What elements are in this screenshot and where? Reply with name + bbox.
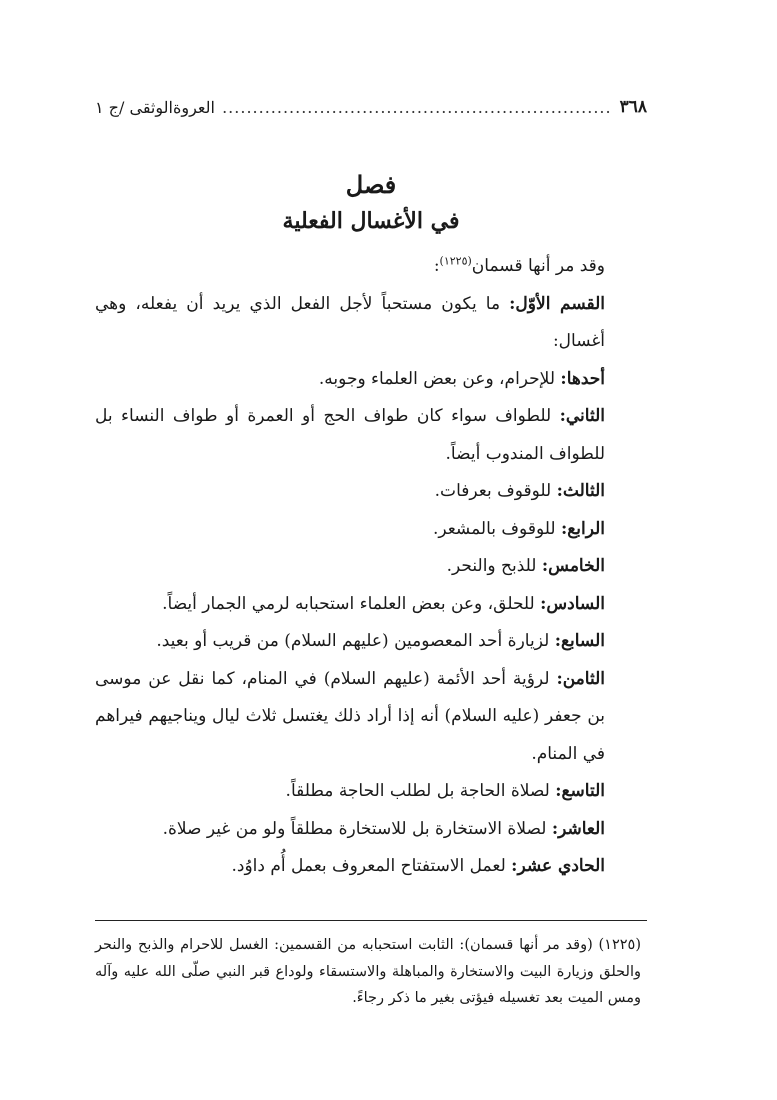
item-text: للوقوف بعرفات. bbox=[434, 481, 557, 501]
chapter-subheading: في الأغسال الفعلية bbox=[282, 208, 460, 234]
item-label: الخامس: bbox=[541, 556, 605, 576]
footnotes bbox=[95, 932, 647, 1012]
item-text: للإحرام، وعن بعض العلماء وجوبه. bbox=[318, 368, 561, 389]
item-label: الثاني: bbox=[559, 406, 605, 426]
list-item bbox=[95, 773, 647, 811]
footnote: (١٢٢٥) (وقد مر أنها قسمان): الثابت استحبابه من القسمين: الغسل للاحرام والذبح والنحر والحلق وزيارة البيت والاستخارة والمباهلة والاستسقاء ولوداع قبر النبي صلّى الله عليه وآله ومس الميت بعد تغسيله فيؤتى بغير ما ذكر رجاءً. bbox=[95, 937, 641, 1006]
list-item bbox=[95, 623, 647, 661]
item-text: للوقوف بالمشعر. bbox=[432, 518, 561, 539]
list-item bbox=[95, 361, 647, 399]
item-label: العاشر: bbox=[551, 818, 605, 839]
item-label: التاسع: bbox=[555, 781, 605, 801]
item-text: لصلاة الاستخارة بل للاستخارة مطلقاً ولو من غير صلاة. bbox=[162, 818, 552, 839]
section-1-text: ما يكون مستحباً لأجل الفعل الذي يريد أن يفعله، وهي أغسال: bbox=[95, 293, 605, 351]
section-1-label: القسم الأوّل: bbox=[509, 293, 606, 314]
chapter-heading: فصل bbox=[345, 170, 397, 199]
list-item bbox=[95, 473, 647, 511]
item-text: للذبح والنحر. bbox=[446, 556, 542, 576]
intro-paragraph bbox=[95, 248, 647, 286]
page-number: ٣٦٨ bbox=[619, 97, 647, 117]
item-text: لعمل الاستفتاح المعروف بعمل أُم داوُد. bbox=[231, 856, 512, 876]
main-text bbox=[95, 248, 647, 886]
item-label: السادس: bbox=[540, 593, 605, 614]
item-label: الحادي عشر: bbox=[511, 856, 605, 876]
running-title: العروةالوثقى /ج ١ bbox=[95, 97, 215, 117]
list-item bbox=[95, 586, 647, 624]
section-1-paragraph bbox=[95, 286, 647, 361]
list-item bbox=[95, 848, 647, 886]
item-label: السابع: bbox=[554, 631, 605, 651]
item-label: الثامن: bbox=[556, 668, 605, 689]
item-text: لرؤية أحد الأئمة (عليهم السلام) في المنام، كما نقل عن موسى بن جعفر (عليه السلام) أنه إذا أراد ذلك يغتسل ثلاث ليال ويناجيهم فيراهم في المنام. bbox=[95, 668, 605, 764]
item-label: أحدها: bbox=[560, 368, 605, 389]
running-header bbox=[95, 92, 647, 122]
list-item bbox=[95, 811, 647, 849]
item-text: للطواف سواء كان طواف الحج أو العمرة أو طواف النساء بل للطواف المندوب أيضاً. bbox=[95, 406, 605, 464]
header-leader-dots bbox=[223, 98, 612, 117]
footnote-ref[interactable]: (١٢٢٥) bbox=[439, 254, 472, 268]
item-label: الثالث: bbox=[556, 481, 605, 501]
list-item bbox=[95, 398, 647, 473]
list-item bbox=[95, 548, 647, 586]
item-text: لصلاة الحاجة بل لطلب الحاجة مطلقاً. bbox=[285, 781, 556, 801]
intro-colon: : bbox=[433, 256, 440, 276]
list-item bbox=[95, 511, 647, 549]
item-text: للحلق، وعن بعض العلماء استحبابه لرمي الجمار أيضاً. bbox=[162, 593, 541, 614]
intro-text: وقد مر أنها قسمان bbox=[471, 256, 605, 276]
item-label: الرابع: bbox=[560, 518, 605, 539]
item-text: لزيارة أحد المعصومين (عليهم السلام) من قريب أو بعيد. bbox=[156, 631, 555, 651]
list-item bbox=[95, 661, 647, 774]
footnote-divider bbox=[95, 920, 647, 921]
